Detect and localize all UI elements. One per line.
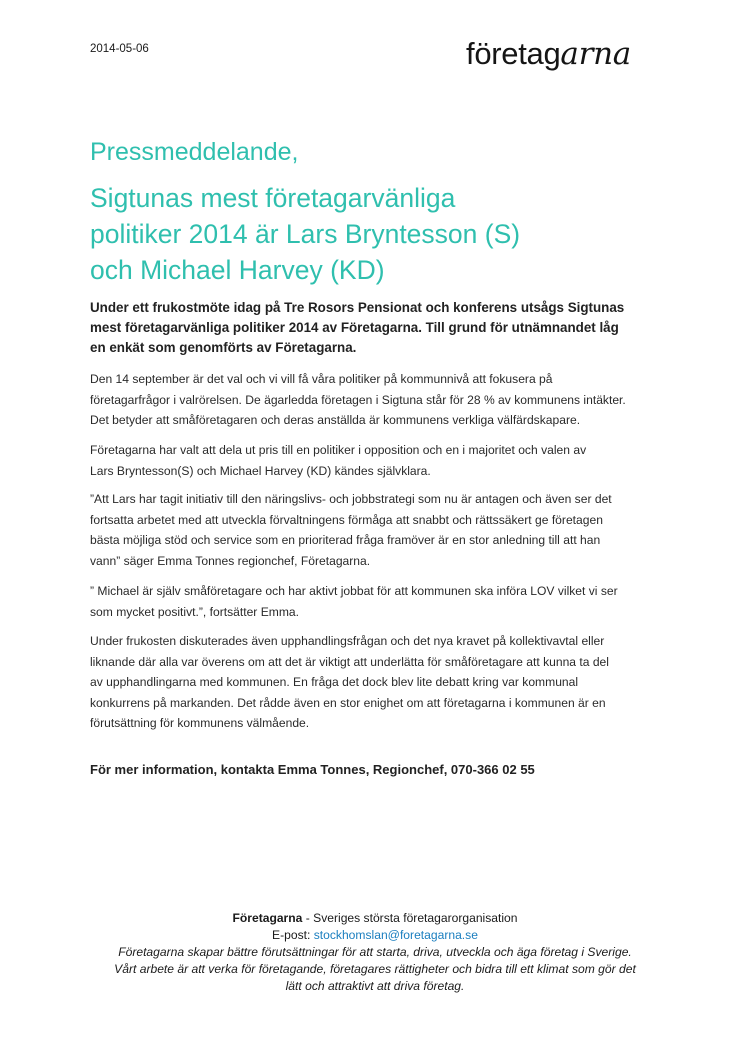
press-release-label: Pressmeddelande,	[90, 138, 299, 166]
document-date: 2014-05-06	[90, 43, 149, 55]
paragraph-line: av upphandlingarna med kommunen. En fråga det dock blev lite debatt kring var kommunal	[90, 675, 579, 689]
paragraph-line: Företagarna har valt att dela ut pris till en politiker i opposition och en i majoritet och valen av	[90, 443, 587, 457]
paragraph-line: ” Michael är själv småföretagare och har aktivt jobbat för att kommunen ska införa LOV vilket vi ser	[90, 584, 618, 598]
logo-text-italic: arna	[560, 36, 631, 72]
body-paragraph-1	[90, 369, 626, 431]
paragraph-line: fortsatta arbetet med att utveckla förvaltningens förmåga att snabbt och rättssäkert ge företagen	[90, 512, 603, 527]
lead-line: Under ett frukostmöte idag på Tre Rosors Pensionat och konferens utsågs Sigtunas	[90, 300, 625, 315]
lead-paragraph	[90, 298, 670, 358]
footer-org-name: Företagarna	[232, 911, 303, 925]
paragraph-line: förutsättning för kommunens välmående.	[90, 716, 310, 730]
footer	[80, 910, 670, 995]
headline-line: politiker 2014 är Lars Bryntesson (S)	[90, 219, 521, 249]
footer-mission-line: Vårt arbete är att verka för företagande, företagares rättigheter och bidra till ett klimat som gör det	[114, 962, 636, 976]
headline-line: och Michael Harvey (KD)	[90, 255, 385, 285]
paragraph-line: konkurrens på markanden. Det rådde även en stor enighet om att företagarna i kommunen är en	[90, 695, 606, 710]
paragraph-line: vann” säger Emma Tonnes regionchef, Företagarna.	[90, 553, 371, 568]
footer-mission-line: lätt och attraktivt att driva företag.	[285, 979, 465, 993]
paragraph-line: Det betyder att småföretagaren och deras anställda är kommunens verkliga välfärdskapare.	[90, 413, 581, 427]
footer-mission-line: Företagarna skapar bättre förutsättningar för att starta, driva, utveckla och äga företag i Sverige.	[118, 945, 632, 959]
logo-text-regular: företag	[466, 36, 561, 71]
body-paragraph-3	[90, 489, 612, 571]
footer-email-link[interactable]: stockhomslan@foretagarna.se	[313, 928, 478, 942]
paragraph-line: liknande där alla var överens om att det är viktigt att underlätta för småföretagare att kunna ta del	[90, 654, 609, 669]
paragraph-line: som mycket positivt.”, fortsätter Emma.	[90, 604, 299, 619]
body-paragraph-5	[90, 631, 609, 734]
paragraph-line: ”Att Lars har tagit initiativ till den näringslivs- och jobbstrategi som nu är antagen och även ser det	[90, 492, 612, 506]
paragraph-line: Under frukosten diskuterades även upphandlingsfrågan och det nya kravet på kollektivavtal eller	[90, 634, 605, 648]
footer-org-tagline: - Sveriges största företagarorganisation	[302, 911, 518, 925]
headline	[90, 180, 690, 288]
headline-line: Sigtunas mest företagarvänliga	[90, 183, 456, 213]
body-paragraph-4	[90, 581, 618, 622]
footer-email-label: E-post:	[272, 928, 314, 942]
contact-info: För mer information, kontakta Emma Tonnes, Regionchef, 070-366 02 55	[90, 762, 535, 777]
footer-org-line	[80, 910, 670, 927]
paragraph-line: Lars Bryntesson(S) och Michael Harvey (KD) kändes självklara.	[90, 463, 431, 478]
paragraph-line: bästa möjliga stöd och service som en prioriterad fråga framöver är en stor anledning till att han	[90, 533, 601, 547]
body-paragraph-2	[90, 440, 586, 481]
lead-line: en enkät som genomförts av Företagarna.	[90, 340, 357, 355]
footer-email-line	[80, 927, 670, 944]
paragraph-line: Den 14 september är det val och vi vill få våra politiker på kommunnivå att fokusera på	[90, 372, 553, 386]
lead-line: mest företagarvänliga politiker 2014 av Företagarna. Till grund för utnämnandet låg	[90, 320, 619, 335]
foretagarna-logo	[466, 36, 631, 72]
paragraph-line: företagarfrågor i valrörelsen. De ägarledda företagen i Sigtuna står för 28 % av kommunens intäkter.	[90, 392, 626, 407]
